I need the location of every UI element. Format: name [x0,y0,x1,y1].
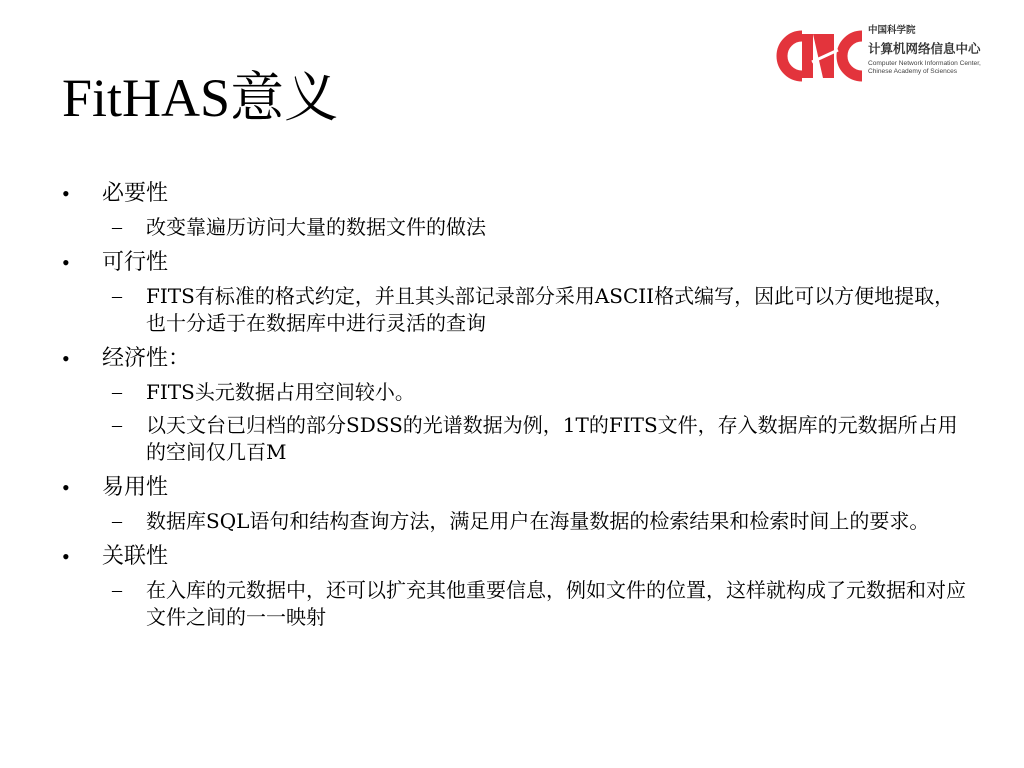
logo-name-en-2: Chinese Academy of Sciences [868,68,958,75]
dash-icon: – [112,414,122,436]
sub-bullet-text: 数据库SQL语句和结构查询方法，满足用户在海量数据的检索结果和检索时间上的要求。 [146,509,930,533]
logo-name-cn: 计算机网络信息中心 [868,41,981,56]
dash-icon: – [112,216,122,238]
sub-bullet-item [62,214,972,241]
cnic-logo [772,24,1012,88]
bullet-dot-icon: • [62,544,70,569]
slide-title: FitHAS意义 [62,68,339,128]
cnic-logo-icon [772,28,864,84]
sub-bullet-text: 以天文台已归档的部分SDSS的光谱数据为例，1T的FITS文件，存入数据库的元数据所占用的空间仅几百M [146,413,958,464]
bullet-item [62,247,972,279]
bullet-item [62,178,972,210]
dash-icon: – [112,579,122,601]
bullet-dot-icon: • [62,250,70,275]
sub-bullet-item [62,379,972,406]
logo-name-en-1: Computer Network Information Center, [868,60,981,67]
bullet-item [62,541,972,573]
bullet-label: 可行性 [102,250,169,275]
sub-bullet-item [62,577,972,631]
bullet-label: 经济性： [102,346,191,371]
sub-bullet-text: FITS有标准的格式约定，并且其头部记录部分采用ASCII格式编写，因此可以方便地提取，也十分适于在数据库中进行灵活的查询 [146,284,955,335]
sub-bullet-item [62,283,972,337]
dash-icon: – [112,285,122,307]
bullet-list [62,178,972,637]
bullet-dot-icon: • [62,346,70,371]
sub-bullet-text: 在入库的元数据中，还可以扩充其他重要信息，例如文件的位置，这样就构成了元数据和对应文件之间的一一映射 [146,578,966,629]
bullet-label: 必要性 [102,181,169,206]
sub-bullet-text: 改变靠遍历访问大量的数据文件的做法 [146,215,486,239]
dash-icon: – [112,510,122,532]
bullet-item [62,343,972,375]
sub-bullet-item [62,508,972,535]
bullet-label: 关联性 [102,544,169,569]
bullet-dot-icon: • [62,181,70,206]
bullet-item [62,472,972,504]
sub-bullet-item [62,412,972,466]
logo-org: 中国科学院 [868,25,916,36]
sub-bullet-text: FITS头元数据占用空间较小。 [146,380,415,404]
bullet-dot-icon: • [62,475,70,500]
bullet-label: 易用性 [102,475,169,500]
dash-icon: – [112,381,122,403]
